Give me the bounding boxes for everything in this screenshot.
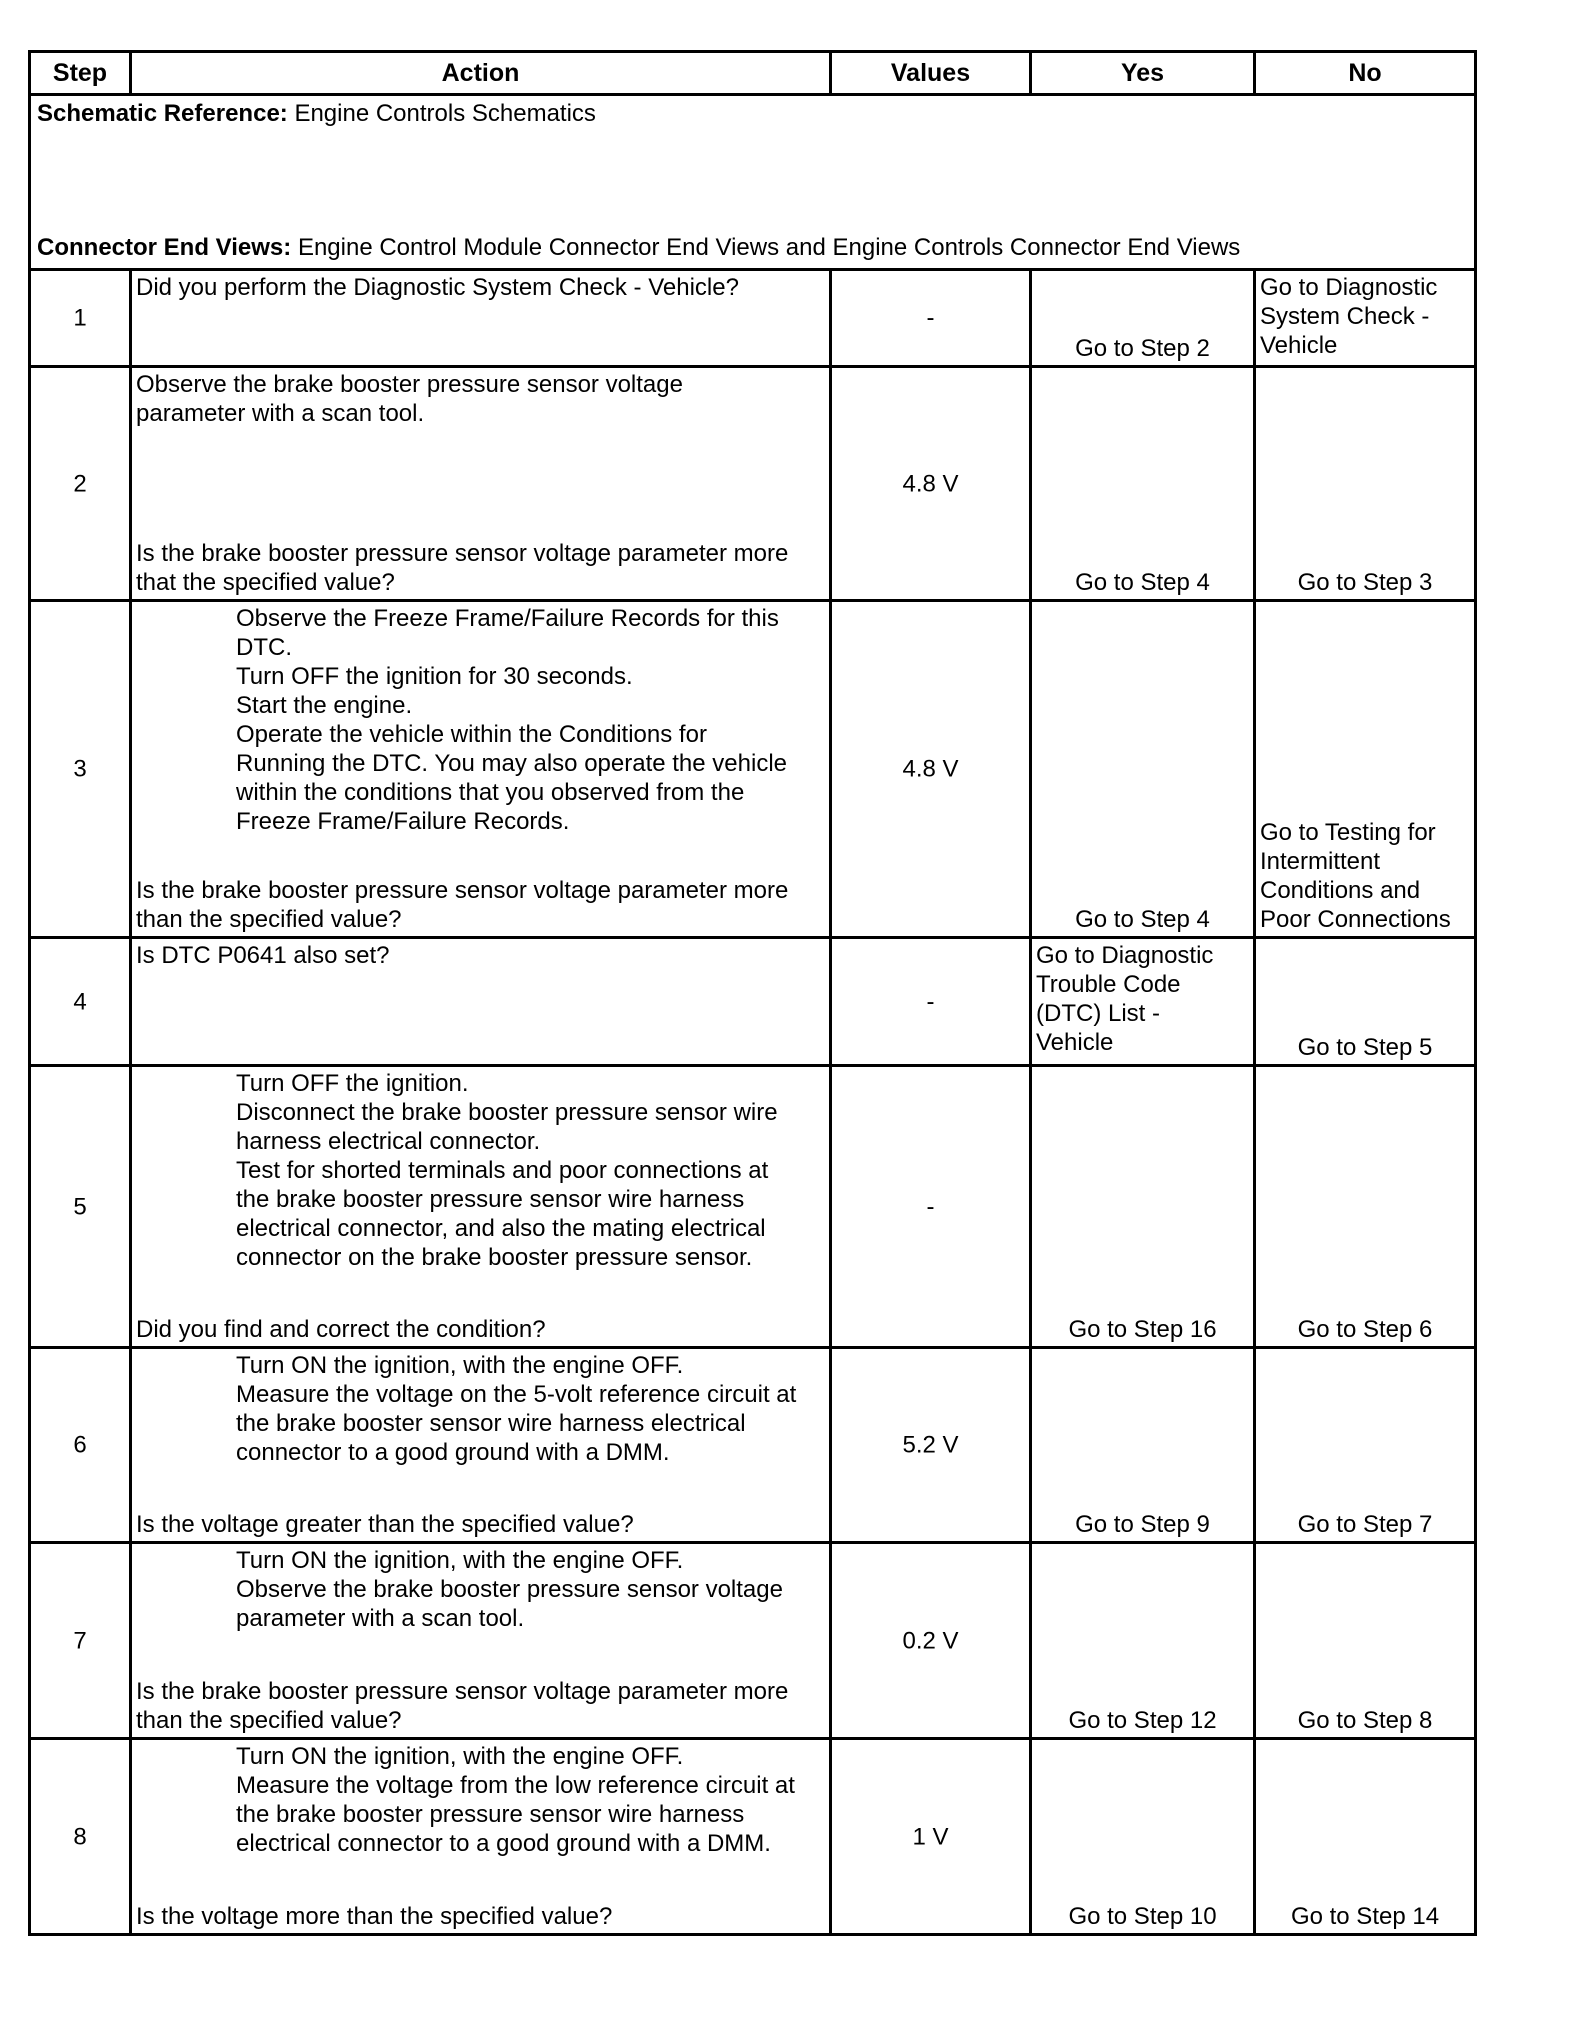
action-question-line: Is the voltage more than the specified value? <box>136 1903 613 1930</box>
no-outcome-line: Go to Step 14 <box>1290 1903 1440 1930</box>
no-outcome[interactable] <box>1256 568 1474 597</box>
action-instruction-line: connector on the brake booster pressure sensor. <box>236 1244 753 1271</box>
no-outcome-line: Go to Step 3 <box>1297 569 1433 596</box>
action-instruction-line: electrical connector, and also the mating electrical <box>236 1215 766 1242</box>
action-instruction-line: Observe the brake booster pressure sensor voltage <box>136 371 683 398</box>
action-instructions <box>236 1351 825 1467</box>
no-outcome[interactable] <box>1256 1706 1474 1735</box>
action-instruction-line: Measure the voltage from the low reference circuit at <box>236 1772 795 1799</box>
value-cell <box>829 939 1029 1064</box>
action-cell <box>129 368 829 599</box>
action-question <box>136 1902 825 1931</box>
table-row <box>31 936 1474 1064</box>
action-cell <box>129 1067 829 1346</box>
table-row <box>31 1064 1474 1346</box>
action-instruction-line: Measure the voltage on the 5-volt reference circuit at <box>236 1381 797 1408</box>
action-cell <box>129 602 829 936</box>
step-cell <box>31 602 129 936</box>
value-cell <box>829 1544 1029 1737</box>
value-cell <box>829 368 1029 599</box>
no-outcome[interactable] <box>1256 1902 1474 1931</box>
schematic-reference <box>37 100 596 128</box>
action-question-line: than the specified value? <box>136 1707 402 1734</box>
yes-outcome-line: Go to Step 4 <box>1075 906 1210 933</box>
value-cell <box>829 1740 1029 1933</box>
references-row <box>31 93 1474 268</box>
action-cell <box>129 1349 829 1541</box>
step-number: 2 <box>73 470 87 497</box>
schematic-reference-text: Engine Controls Schematics <box>294 100 596 127</box>
action-question-line: Did you find and correct the condition? <box>136 1316 546 1343</box>
table-row <box>31 365 1474 599</box>
action-instruction-line: the brake booster pressure sensor wire harness <box>236 1801 745 1828</box>
action-cell <box>129 1544 829 1737</box>
action-question <box>136 273 825 302</box>
step-number: 7 <box>73 1627 87 1654</box>
action-question-line: that the specified value? <box>136 569 395 596</box>
header-yes: Yes <box>1029 53 1253 93</box>
step-cell <box>31 368 129 599</box>
no-outcome[interactable] <box>1256 1033 1474 1062</box>
no-cell <box>1253 1349 1474 1541</box>
yes-outcome-line: Go to Step 4 <box>1075 569 1210 596</box>
no-cell <box>1253 1067 1474 1346</box>
no-outcome-line: Vehicle <box>1260 332 1338 359</box>
table-row <box>31 268 1474 365</box>
no-cell <box>1253 368 1474 599</box>
action-question <box>136 876 825 934</box>
step-cell <box>31 1349 129 1541</box>
yes-outcome[interactable] <box>1032 1510 1253 1539</box>
action-question <box>136 1315 825 1344</box>
step-number: 5 <box>73 1193 87 1220</box>
action-question-line: Is DTC P0641 also set? <box>136 942 390 969</box>
connector-end-views-text: Engine Control Module Connector End Views and Engine Controls Connector End Views <box>297 234 1241 261</box>
value-cell <box>829 602 1029 936</box>
table-row <box>31 599 1474 936</box>
action-instruction-line: Disconnect the brake booster pressure sensor wire <box>236 1099 778 1126</box>
header-no: No <box>1253 53 1474 93</box>
connector-end-views-label: Connector End Views: <box>37 234 292 261</box>
action-question-line: Is the brake booster pressure sensor voltage parameter more <box>136 1678 789 1705</box>
yes-outcome-line: Vehicle <box>1036 1029 1114 1056</box>
yes-outcome-line: Go to Step 2 <box>1075 335 1210 362</box>
yes-cell <box>1029 1740 1253 1933</box>
table-row <box>31 1541 1474 1737</box>
no-cell <box>1253 939 1474 1064</box>
specified-value: 4.8 V <box>902 755 959 783</box>
action-instructions <box>236 604 825 836</box>
specified-value: 0.2 V <box>902 1627 959 1654</box>
header-step: Step <box>52 59 108 87</box>
action-instructions <box>136 370 825 428</box>
no-outcome-line: Go to Step 8 <box>1297 1707 1433 1734</box>
yes-outcome-line: Go to Diagnostic <box>1036 942 1214 969</box>
yes-outcome-line: (DTC) List - <box>1036 1000 1160 1027</box>
yes-outcome[interactable] <box>1032 1706 1253 1735</box>
specified-value: 5.2 V <box>902 1431 959 1459</box>
step-rows <box>31 268 1474 1933</box>
yes-outcome-line: Go to Step 10 <box>1068 1903 1217 1930</box>
no-outcome-line: Go to Step 5 <box>1297 1034 1433 1061</box>
yes-outcome[interactable] <box>1032 334 1253 363</box>
table-row <box>31 1737 1474 1933</box>
action-instruction-line: Start the engine. <box>236 692 413 719</box>
action-question-line: Is the voltage greater than the specified value? <box>136 1511 634 1538</box>
action-instruction-line: Turn ON the ignition, with the engine OFF. <box>236 1743 684 1770</box>
action-instructions <box>236 1069 825 1272</box>
no-outcome[interactable] <box>1256 1510 1474 1539</box>
action-instruction-line: Observe the brake booster pressure sensor voltage <box>236 1576 783 1603</box>
yes-outcome-line: Go to Step 12 <box>1068 1707 1217 1734</box>
header-action: Action <box>129 53 829 93</box>
no-outcome[interactable] <box>1256 1315 1474 1344</box>
connector-end-views <box>37 234 1240 262</box>
step-cell <box>31 1544 129 1737</box>
yes-outcome-line: Trouble Code <box>1036 971 1181 998</box>
no-cell <box>1253 271 1474 365</box>
step-number: 8 <box>73 1823 87 1850</box>
no-cell <box>1253 1740 1474 1933</box>
yes-outcome[interactable] <box>1036 941 1251 1057</box>
yes-outcome[interactable] <box>1032 1902 1253 1931</box>
step-number: 3 <box>73 755 87 783</box>
specified-value: - <box>926 988 935 1015</box>
value-cell <box>829 1067 1029 1346</box>
action-question-line: Did you perform the Diagnostic System Check - Vehicle? <box>136 274 739 301</box>
no-outcome-line: Go to Step 6 <box>1297 1316 1433 1343</box>
action-instructions <box>236 1546 825 1633</box>
yes-cell <box>1029 1544 1253 1737</box>
header-values: Values <box>829 53 1029 93</box>
action-instructions <box>236 1742 825 1858</box>
yes-outcome[interactable] <box>1032 1315 1253 1344</box>
step-cell <box>31 271 129 365</box>
action-instruction-line: Freeze Frame/Failure Records. <box>236 808 570 835</box>
action-cell <box>129 1740 829 1933</box>
diagnostic-table <box>28 50 1477 1936</box>
action-question <box>136 941 825 970</box>
specified-value: 1 V <box>912 1823 949 1850</box>
no-outcome-line: Poor Connections <box>1260 906 1451 933</box>
no-cell <box>1253 1544 1474 1737</box>
value-cell <box>829 1349 1029 1541</box>
action-instruction-line: Test for shorted terminals and poor connections at <box>236 1157 769 1184</box>
specified-value: 4.8 V <box>902 470 959 497</box>
no-outcome[interactable] <box>1260 273 1472 360</box>
action-instruction-line: harness electrical connector. <box>236 1128 541 1155</box>
action-instruction-line: Running the DTC. You may also operate the vehicle <box>236 750 788 777</box>
step-cell <box>31 1067 129 1346</box>
schematic-reference-label: Schematic Reference: <box>37 100 288 127</box>
action-instruction-line: Turn ON the ignition, with the engine OFF. <box>236 1547 684 1574</box>
table-row <box>31 1346 1474 1541</box>
action-question <box>136 539 825 597</box>
action-instruction-line: electrical connector to a good ground with a DMM. <box>236 1830 771 1857</box>
yes-outcome-line: Go to Step 16 <box>1068 1316 1217 1343</box>
yes-outcome[interactable] <box>1032 568 1253 597</box>
action-instruction-line: connector to a good ground with a DMM. <box>236 1439 670 1466</box>
no-outcome-line: Go to Testing for <box>1260 819 1436 846</box>
table-header-row <box>31 53 1474 93</box>
action-instruction-line: parameter with a scan tool. <box>136 400 425 427</box>
yes-cell <box>1029 939 1253 1064</box>
action-question <box>136 1677 825 1735</box>
no-outcome-line: Go to Diagnostic <box>1260 274 1438 301</box>
no-outcome-line: Go to Step 7 <box>1297 1511 1433 1538</box>
yes-cell <box>1029 1067 1253 1346</box>
yes-cell <box>1029 271 1253 365</box>
yes-cell <box>1029 1349 1253 1541</box>
step-number: 1 <box>73 304 87 332</box>
specified-value: - <box>926 1193 935 1220</box>
action-cell <box>129 939 829 1064</box>
value-cell <box>829 271 1029 365</box>
specified-value: - <box>926 304 935 332</box>
no-outcome-line: Intermittent <box>1260 848 1381 875</box>
action-instruction-line: the brake booster pressure sensor wire harness <box>236 1186 745 1213</box>
yes-outcome[interactable] <box>1032 905 1253 934</box>
no-outcome-line: System Check - <box>1260 303 1430 330</box>
no-cell <box>1253 602 1474 936</box>
step-cell <box>31 939 129 1064</box>
action-instruction-line: Turn ON the ignition, with the engine OFF. <box>236 1352 684 1379</box>
step-number: 4 <box>73 988 87 1015</box>
action-instruction-line: Operate the vehicle within the Conditions for <box>236 721 707 748</box>
step-number: 6 <box>73 1431 87 1459</box>
yes-cell <box>1029 602 1253 936</box>
action-cell <box>129 271 829 365</box>
action-instruction-line: Observe the Freeze Frame/Failure Records for this <box>236 605 779 632</box>
yes-cell <box>1029 368 1253 599</box>
action-instruction-line: Turn OFF the ignition. <box>236 1070 469 1097</box>
action-question-line: Is the brake booster pressure sensor voltage parameter more <box>136 877 789 904</box>
action-instruction-line: DTC. <box>236 634 292 661</box>
action-question-line: Is the brake booster pressure sensor voltage parameter more <box>136 540 789 567</box>
no-outcome[interactable] <box>1260 818 1472 934</box>
action-question <box>136 1510 825 1539</box>
no-outcome-line: Conditions and <box>1260 877 1421 904</box>
action-instruction-line: parameter with a scan tool. <box>236 1605 525 1632</box>
yes-outcome-line: Go to Step 9 <box>1075 1511 1210 1538</box>
action-question-line: than the specified value? <box>136 906 402 933</box>
action-instruction-line: within the conditions that you observed from the <box>236 779 745 806</box>
step-cell <box>31 1740 129 1933</box>
action-instruction-line: the brake booster sensor wire harness electrical <box>236 1410 746 1437</box>
action-instruction-line: Turn OFF the ignition for 30 seconds. <box>236 663 633 690</box>
